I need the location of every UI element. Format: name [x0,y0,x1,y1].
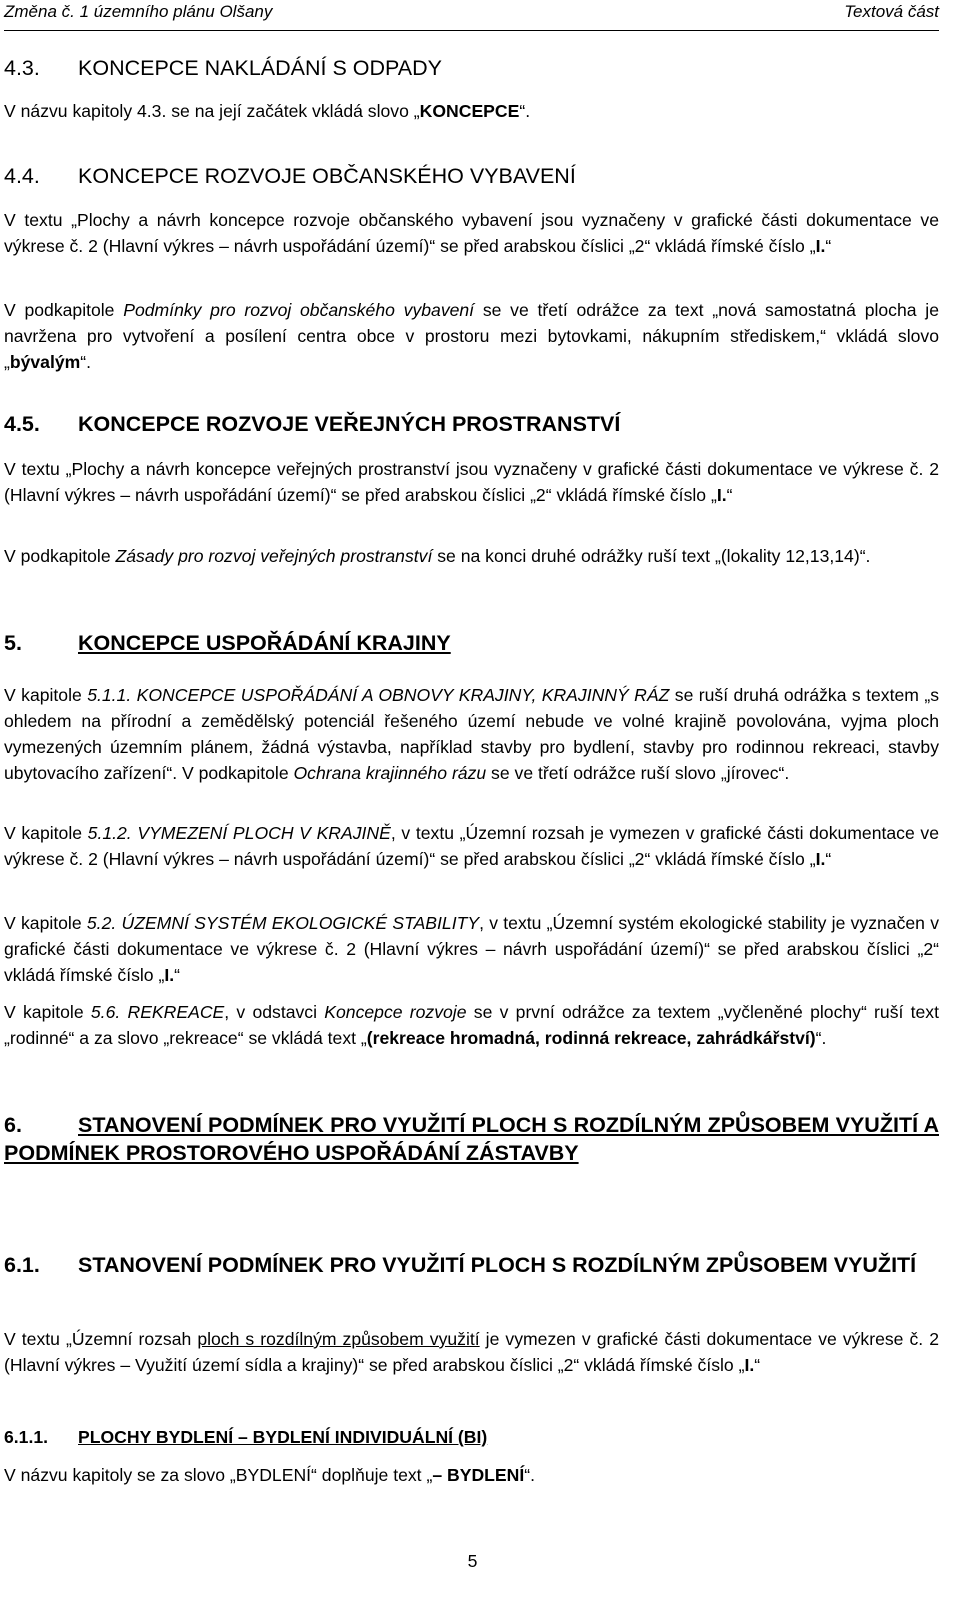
text-run-italic: 5.2. ÚZEMNÍ SYSTÉM EKOLOGICKÉ STABILITY [86,913,480,933]
paragraph-5-3 [4,910,939,988]
text-run-italic: 5.1.2. VYMEZENÍ PLOCH V KRAJINĚ [87,823,391,843]
heading-title: PLOCHY BYDLENÍ – BYDLENÍ INDIVIDUÁLNÍ (BI) [78,1427,488,1447]
paragraph-5-4 [4,999,939,1051]
text-run: , v textu „Územní systém ekologické stability je vyznačen v grafické části dokumentace ve výkrese č. 2 (Hlavní výkres – návrh uspořádání území)“ se před arabskou číslici „2“ vkládá římské číslo „ [4,913,939,985]
text-run-italic: Zásady pro rozvoj veřejných prostranství [115,546,433,566]
text-run: se ve třetí odrážce za text „nová samostatná plocha je navržena pro vytvoření a posílení centra obce v prostoru mezi bytovkami, nákupním střediskem,“ vkládá slovo „ [4,300,939,372]
text-run-italic: 5.1.1. KONCEPCE USPOŘÁDÁNÍ A OBNOVY KRAJINY, KRAJINNÝ RÁZ [87,685,670,705]
text-run-bold: I. [815,236,826,256]
text-run-italic: 5.6. REKREACE [90,1002,225,1022]
heading-title: STANOVENÍ PODMÍNEK PRO VYUŽITÍ PLOCH S ROZDÍLNÝM ZPŮSOBEM VYUŽITÍ [78,1253,917,1277]
heading-number: 4.5. [4,412,40,436]
text-run: V podkapitole [4,300,124,320]
paragraph-5-1 [4,682,939,786]
text-run-italic: Podmínky pro rozvoj občanského vybavení [123,300,475,320]
text-run: se na konci druhé odrážky ruší text „(lokality 12,13,14)“. [432,546,871,566]
text-run-bold: KONCEPCE [419,101,520,121]
text-run: V kapitole [4,823,88,843]
text-run: “ [726,485,733,505]
text-run-bold: I. [716,485,727,505]
paragraph-4-3-1 [4,98,939,124]
text-run: “ [174,965,180,985]
text-run-bold: bývalým [9,352,81,372]
text-run: “. [80,352,92,372]
text-run-bold: I. [815,849,826,869]
heading-title: KONCEPCE NAKLÁDÁNÍ S ODPADY [78,56,442,80]
text-run: V kapitole [4,685,88,705]
text-run-bold: (rekreace hromadná, rodinná rekreace, zahrádkářství) [366,1028,816,1048]
text-run-bold: I. [164,965,175,985]
heading-number: 4.3. [4,56,40,80]
paragraph-4-5-2 [4,543,939,569]
heading-4-5 [4,410,620,438]
heading-4-3 [4,54,442,82]
text-run: V kapitole [4,1002,91,1022]
page-number: 5 [467,1551,478,1571]
heading-6-1 [4,1251,939,1279]
text-run: V kapitole [4,913,87,933]
paragraph-6-1-1 [4,1326,939,1378]
text-run: “. [519,101,531,121]
text-run: “ [754,1355,761,1375]
paragraph-6-1-1-1 [4,1462,939,1488]
text-run-underlined: ploch s rozdílným způsobem využití [197,1329,480,1349]
text-run: V textu „Územní rozsah [4,1329,198,1349]
heading-title: KONCEPCE ROZVOJE OBČANSKÉHO VYBAVENÍ [78,164,576,188]
heading-number: 6.1.1. [4,1427,49,1447]
heading-6 [4,1111,939,1167]
heading-title: KONCEPCE ROZVOJE VEŘEJNÝCH PROSTRANSTVÍ [78,412,621,436]
paragraph-5-2 [4,820,939,872]
paragraph-4-4-2 [4,297,939,375]
text-run: “ [825,849,832,869]
text-run: se ve třetí odrážce ruší slovo „jírovec“. [486,763,790,783]
running-header [4,0,939,31]
text-run: “ [825,236,832,256]
heading-number: 6. [4,1113,22,1137]
heading-number: 5. [4,631,22,655]
heading-number: 6.1. [4,1253,40,1277]
text-run: “. [815,1028,827,1048]
text-run: V textu „Plochy a návrh koncepce veřejných prostranství jsou vyznačeny v grafické části dokumentace ve výkrese č. 2 (Hlavní výkres – návrh uspořádání území)“ se před arabskou číslici „2“ vkládá římské číslo „ [4,459,939,505]
text-run: V názvu kapitoly 4.3. se na její začátek vkládá slovo „ [4,101,420,121]
paragraph-4-4-1 [4,207,939,259]
text-run: “. [524,1465,535,1485]
heading-6-1-1 [4,1424,487,1450]
text-run: se v první odrážce za textem „vyčleněné plochy“ ruší text „rodinné“ a za slovo „rekreace“ se vkládá text „ [4,1002,939,1048]
heading-number: 4.4. [4,164,40,188]
text-run: V textu „Plochy a návrh koncepce rozvoje občanského vybavení jsou vyznačeny v grafické části dokumentace ve výkrese č. 2 (Hlavní výkres – návrh uspořádání území)“ se před arabskou číslici „2“ vkládá římské číslo „ [4,210,939,256]
text-run: , v textu „Územní rozsah je vymezen v grafické části dokumentace ve výkrese č. 2 (Hlavní výkres – návrh uspořádání území)“ se před arabskou číslici „2“ vkládá římské číslo „ [4,823,939,869]
text-run: , v odstavci [224,1002,325,1022]
text-run-italic: Ochrana krajinného rázu [293,763,487,783]
text-run: V podkapitole [4,546,116,566]
text-run-bold: – BYDLENÍ [432,1465,525,1485]
text-run-italic: Koncepce rozvoje [324,1002,467,1022]
text-run: je vymezen v grafické části dokumentace ve výkrese č. 2 (Hlavní výkres – Využití území sídla a krajiny)“ se před arabskou číslici „2“ vkládá římské číslo „ [4,1329,940,1375]
heading-4-4 [4,162,576,190]
text-run-bold: I. [744,1355,755,1375]
heading-5 [4,629,451,657]
header-section-label: Textová část [844,2,939,21]
text-run: se ruší druhá odrážka s textem „s ohledem na přírodní a zemědělský potenciál řešeného území nebude ve volné krajině povolována, vyjma ploch vymezených územním plánem, žádná výstavba, například stavby pro bydlení, stavby pro rodinnou rekreaci, stavby ubytovacího zařízení“. V podkapitole [4,685,939,783]
heading-title: KONCEPCE USPOŘÁDÁNÍ KRAJINY [78,631,451,655]
heading-title: STANOVENÍ PODMÍNEK PRO VYUŽITÍ PLOCH S ROZDÍLNÝM ZPŮSOBEM VYUŽITÍ A PODMÍNEK PROSTOROVÉHO USPOŘÁDÁNÍ ZÁSTAVBY [4,1113,939,1165]
header-document-title: Změna č. 1 územního plánu Olšany [4,2,273,21]
paragraph-4-5-1 [4,456,939,508]
text-run: V názvu kapitoly se za slovo „BYDLENÍ“ doplňuje text „ [4,1465,433,1485]
